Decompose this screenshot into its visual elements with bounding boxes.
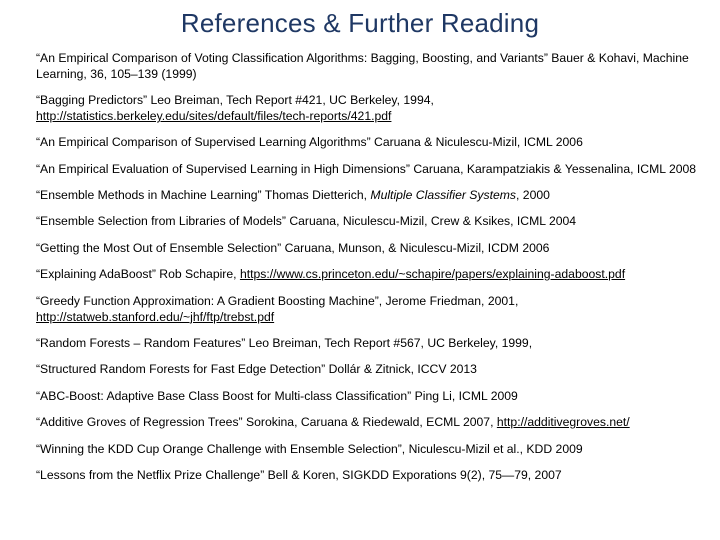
- reference-item: [36, 134, 708, 150]
- reference-text: “Ensemble Methods in Machine Learning” Thomas Dietterich,: [36, 187, 368, 202]
- reference-year: , 2000: [516, 187, 550, 202]
- reference-link[interactable]: http://statistics.berkeley.edu/sites/default/files/tech-reports/421.pdf: [36, 109, 392, 123]
- reference-venue-italic: Multiple Classifier Systems: [370, 187, 517, 202]
- reference-text: “Ensemble Selection from Libraries of Models” Caruana, Niculescu-Mizil, Crew & Ksikes, ICML 2004: [36, 214, 577, 228]
- reference-text: “Random Forests – Random Features” Leo Breiman, Tech Report #567, UC Berkeley, 1999,: [36, 335, 533, 350]
- reference-item: [36, 240, 708, 256]
- reference-text: “Structured Random Forests for Fast Edge Detection” Dollár & Zitnick, ICCV 2013: [36, 362, 477, 376]
- reference-link[interactable]: http://additivegroves.net/: [496, 415, 630, 429]
- reference-list: [36, 50, 708, 494]
- reference-link[interactable]: https://www.cs.princeton.edu/~schapire/papers/explaining-adaboost.pdf: [239, 267, 626, 281]
- reference-item: [36, 335, 708, 351]
- slide-title: References & Further Reading: [180, 8, 540, 38]
- reference-item: [36, 187, 708, 203]
- reference-item: [36, 92, 708, 124]
- reference-item: [36, 361, 708, 377]
- reference-text: “Getting the Most Out of Ensemble Selection” Caruana, Munson, & Niculescu-Mizil, ICDM 2006: [36, 240, 550, 255]
- reference-item: [36, 293, 708, 325]
- reference-link[interactable]: http://statweb.stanford.edu/~jhf/ftp/trebst.pdf: [36, 309, 275, 324]
- reference-item: [36, 467, 708, 483]
- reference-text: “Bagging Predictors” Leo Breiman, Tech Report #421, UC Berkeley, 1994,: [36, 93, 434, 107]
- reference-item: [36, 441, 708, 457]
- reference-item: [36, 161, 708, 177]
- reference-text: “An Empirical Evaluation of Supervised Learning in High Dimensions” Caruana, Karampatziakis & Yessenalina, ICML 2008: [36, 161, 697, 176]
- reference-text: “Explaining AdaBoost” Rob Schapire,: [36, 267, 237, 281]
- reference-text: “Greedy Function Approximation: A Gradient Boosting Machine”, Jerome Friedman, 2001,: [36, 293, 519, 308]
- reference-text: “ABC-Boost: Adaptive Base Class Boost for Multi-class Classification” Ping Li, ICML 2009: [36, 388, 518, 403]
- reference-item: [36, 50, 708, 82]
- reference-item: [36, 388, 708, 404]
- reference-text: “Lessons from the Netflix Prize Challenge” Bell & Koren, SIGKDD Exporations 9(2), 75—79, 2007: [36, 468, 562, 482]
- reference-text: “An Empirical Comparison of Voting Classification Algorithms: Bagging, Boosting, and Variants” Bauer & Kohavi, Machine Learning, 36, 105–139 (1999): [36, 51, 689, 81]
- reference-item: [36, 414, 708, 430]
- reference-item: [36, 266, 708, 282]
- reference-text: “Winning the KDD Cup Orange Challenge with Ensemble Selection”, Niculescu-Mizil et al., KDD 2009: [36, 441, 583, 456]
- reference-text: “Additive Groves of Regression Trees” Sorokina, Caruana & Riedewald, ECML 2007,: [36, 415, 494, 429]
- reference-text: “An Empirical Comparison of Supervised Learning Algorithms” Caruana & Niculescu-Mizil, ICML 2006: [36, 135, 583, 149]
- reference-item: [36, 213, 708, 229]
